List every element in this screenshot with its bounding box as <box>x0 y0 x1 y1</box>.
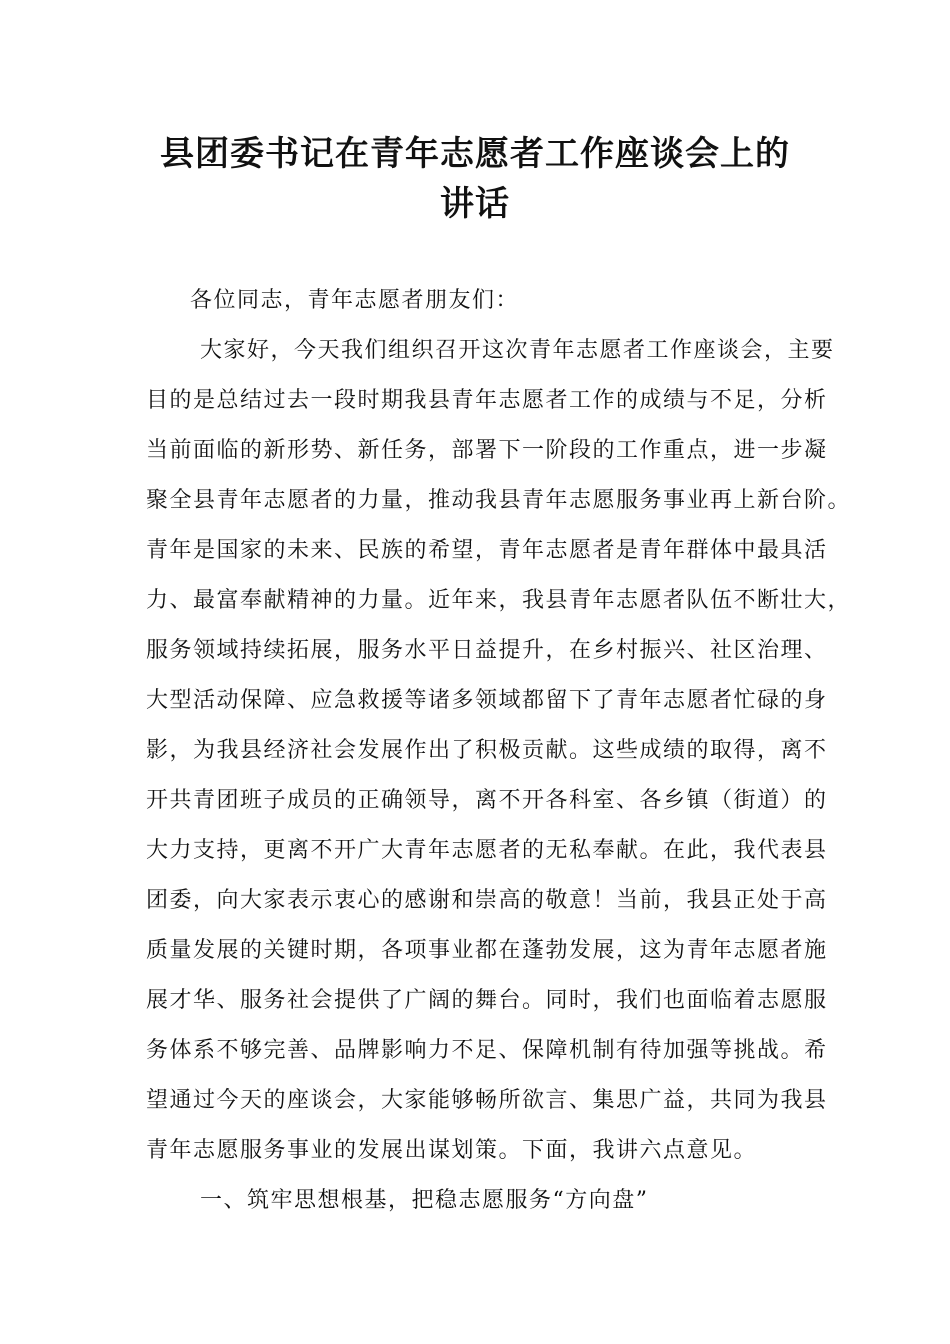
body-line: 展才华、服务社会提供了广阔的舞台。同时，我们也面临着志愿服 <box>146 988 828 1013</box>
body-line: 望通过今天的座谈会，大家能够畅所欲言、集思广益，共同为我县 <box>146 1088 828 1113</box>
body-line: 目的是总结过去一段时期我县青年志愿者工作的成绩与不足，分析 <box>146 388 828 413</box>
body-line: 开共青团班子成员的正确领导，离不开各科室、各乡镇（街道）的 <box>146 788 828 813</box>
body-line: 大家好，今天我们组织召开这次青年志愿者工作座谈会，主要 <box>200 338 835 363</box>
section-heading: 一、筑牢思想根基，把稳志愿服务“方向盘” <box>200 1188 649 1213</box>
body-line: 务体系不够完善、品牌影响力不足、保障机制有待加强等挑战。希 <box>146 1038 828 1063</box>
body-line: 力、最富奉献精神的力量。近年来，我县青年志愿者队伍不断壮大， <box>146 588 852 613</box>
body-line: 影，为我县经济社会发展作出了积极贡献。这些成绩的取得，离不 <box>146 738 828 763</box>
body-line: 青年是国家的未来、民族的希望，青年志愿者是青年群体中最具活 <box>146 538 828 563</box>
body-line: 服务领域持续拓展，服务水平日益提升，在乡村振兴、社区治理、 <box>146 638 828 663</box>
body-line: 大型活动保障、应急救援等诸多领域都留下了青年志愿者忙碌的身 <box>146 688 828 713</box>
body-line: 当前面临的新形势、新任务，部署下一阶段的工作重点，进一步凝 <box>146 438 828 463</box>
salutation: 各位同志，青年志愿者朋友们： <box>190 288 520 313</box>
body-line: 团委，向大家表示衷心的感谢和崇高的敬意！当前，我县正处于高 <box>146 888 828 913</box>
document-title-line-2: 讲话 <box>440 184 510 224</box>
document-title-line-1: 县团委书记在青年志愿者工作座谈会上的 <box>160 134 790 174</box>
body-line: 聚全县青年志愿者的力量，推动我县青年志愿服务事业再上新台阶。 <box>146 488 852 513</box>
body-line: 青年志愿服务事业的发展出谋划策。下面，我讲六点意见。 <box>146 1138 758 1163</box>
body-line: 大力支持，更离不开广大青年志愿者的无私奉献。在此，我代表县 <box>146 838 828 863</box>
body-line: 质量发展的关键时期，各项事业都在蓬勃发展，这为青年志愿者施 <box>146 938 828 963</box>
